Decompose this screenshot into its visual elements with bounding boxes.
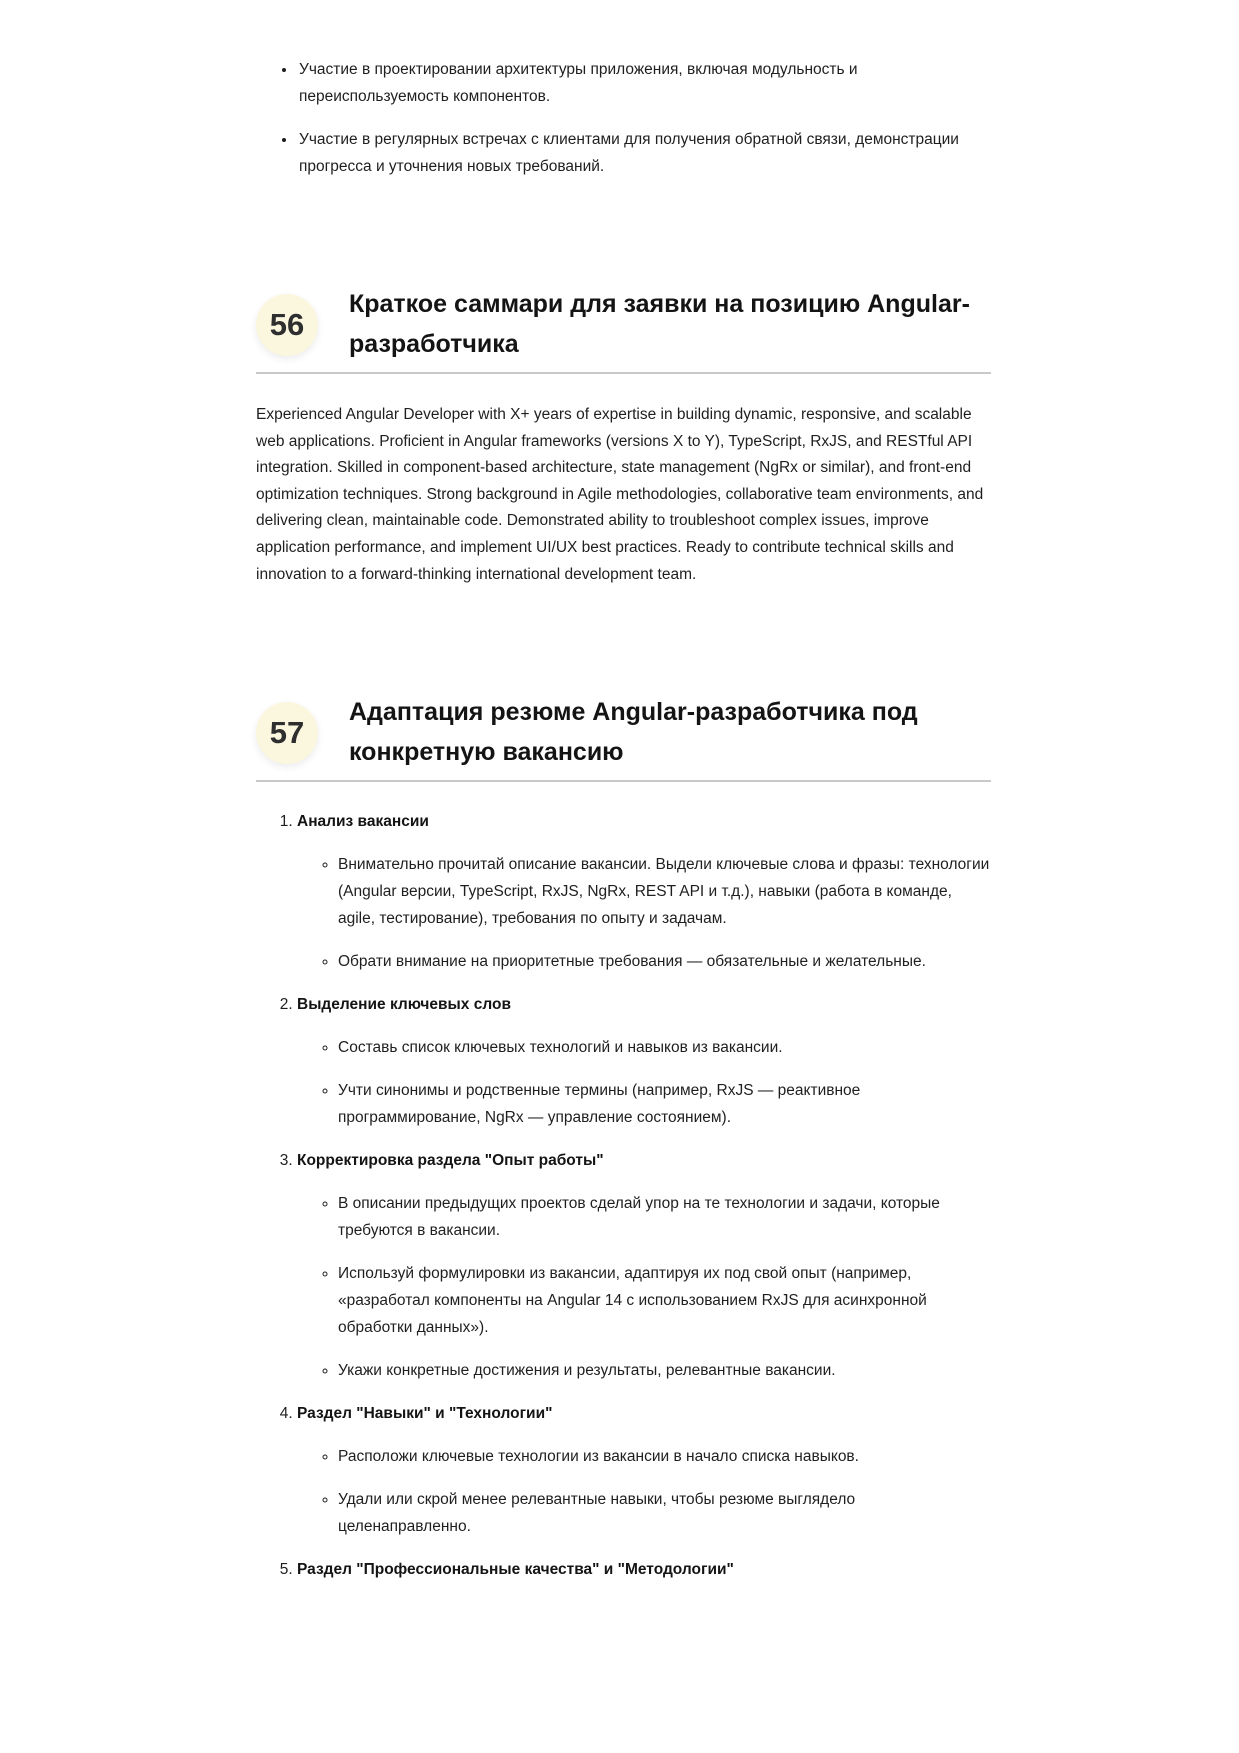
section-56: [256, 284, 991, 588]
step-title: Корректировка раздела "Опыт работы": [297, 1152, 604, 1170]
summary-paragraph: Experienced Angular Developer with X+ years of expertise in building dynamic, responsive, and scalable web applications. Proficient in Angular frameworks (versions X to Y), TypeScript, RxJS, and RESTful API integration. Skilled in component-based architecture, state management (NgRx or similar), and front-end optimization techniques. Strong background in Agile methodologies, collaborative team environments, and delivering clean, maintainable code. Demonstrated ability to troubleshoot complex issues, improve application performance, and implement UI/UX best practices. Ready to contribute technical skills and innovation to a forward-thinking international development team.: [256, 406, 984, 583]
section-title: Адаптация резюме Angular-разработчика под конкретную вакансию: [349, 698, 918, 767]
list-item: • Участие в проектировании архитектуры приложения, включая модульность и переиспользуемость компонентов.: [297, 56, 991, 110]
step-title: Выделение ключевых слов: [297, 996, 511, 1014]
document-page: [256, 0, 991, 1597]
section-57: [256, 692, 991, 1583]
list-item: ◦ Составь список ключевых технологий и навыков из вакансии.: [338, 1034, 991, 1061]
section-number-badge: 57: [256, 702, 318, 764]
step-sub-list: [297, 851, 991, 975]
step-sub-list: [297, 1443, 991, 1540]
list-item: ◦ Внимательно прочитай описание вакансии. Выдели ключевые слова и фразы: технологии (Angular версии, TypeScript, RxJS, NgRx, REST API и т.д.), навыки (работа в команде, agile, тестирование), требования по опыту и задачам.: [338, 851, 991, 932]
section-header: [256, 692, 991, 782]
step-item: [297, 1556, 991, 1583]
list-item: ◦ Обрати внимание на приоритетные требования — обязательные и желательные.: [338, 948, 991, 975]
list-item: ◦ Укажи конкретные достижения и результаты, релевантные вакансии.: [338, 1357, 991, 1384]
step-sub-list: [297, 1190, 991, 1384]
section-number-badge: 56: [256, 294, 318, 356]
list-item: ◦ В описании предыдущих проектов сделай упор на те технологии и задачи, которые требуются в вакансии.: [338, 1190, 991, 1244]
list-item: ◦ Расположи ключевые технологии из вакансии в начало списка навыков.: [338, 1443, 991, 1470]
step-item: [297, 1147, 991, 1384]
steps-list: [256, 808, 991, 1583]
step-title: Анализ вакансии: [297, 813, 429, 831]
step-sub-list: [297, 1034, 991, 1131]
step-item: [297, 1400, 991, 1540]
section-title: Краткое саммари для заявки на позицию Angular-разработчика: [349, 290, 970, 358]
list-item: ◦ Учти синонимы и родственные термины (например, RxJS — реактивное программирование, NgRx — управление состоянием).: [338, 1077, 991, 1131]
section-header: [256, 284, 991, 374]
intro-bullet-list: [256, 56, 991, 180]
list-item: ◦ Удали или скрой менее релевантные навыки, чтобы резюме выглядело целенаправленно.: [338, 1486, 991, 1540]
step-item: [297, 808, 991, 975]
step-title: Раздел "Профессиональные качества" и "Методологии": [297, 1561, 734, 1579]
list-item: ◦ Используй формулировки из вакансии, адаптируя их под свой опыт (например, «разработал компоненты на Angular 14 с использованием RxJS для асинхронной обработки данных»).: [338, 1260, 991, 1341]
step-title: Раздел "Навыки" и "Технологии": [297, 1405, 553, 1423]
step-item: [297, 991, 991, 1131]
list-item: • Участие в регулярных встречах с клиентами для получения обратной связи, демонстрации прогресса и уточнения новых требований.: [297, 126, 991, 180]
